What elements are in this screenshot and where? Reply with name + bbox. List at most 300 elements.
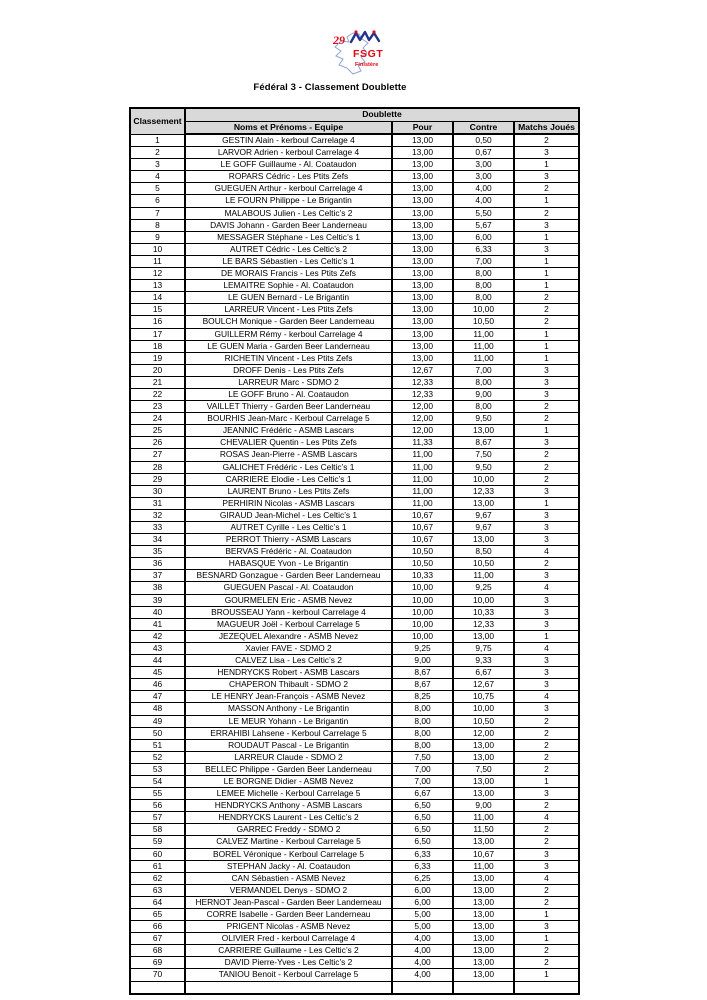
table-row — [130, 485, 579, 497]
group-header-doublette: Doublette — [185, 108, 579, 121]
matchs-cell: 3 — [514, 667, 579, 679]
table-row — [130, 364, 579, 376]
rank-cell: 55 — [130, 788, 185, 800]
name-cell: PERROT Thierry - ASMB Lascars — [185, 534, 392, 546]
contre-cell: 9,33 — [453, 655, 514, 667]
contre-cell: 13,00 — [453, 884, 514, 896]
rank-cell: 43 — [130, 642, 185, 654]
matchs-cell — [514, 981, 579, 994]
rank-cell: 53 — [130, 763, 185, 775]
matchs-cell: 3 — [514, 219, 579, 231]
matchs-cell: 2 — [514, 292, 579, 304]
matchs-cell: 3 — [514, 437, 579, 449]
name-cell: LEMEE Michelle - Kerboul Carrelage 5 — [185, 788, 392, 800]
contre-cell: 10,50 — [453, 558, 514, 570]
matchs-cell: 4 — [514, 812, 579, 824]
matchs-cell: 2 — [514, 715, 579, 727]
name-cell: GUILLERM Rémy - kerboul Carrelage 4 — [185, 328, 392, 340]
rank-cell: 30 — [130, 485, 185, 497]
rank-cell: 54 — [130, 775, 185, 787]
pour-cell: 8,00 — [392, 727, 453, 739]
pour-cell: 13,00 — [392, 280, 453, 292]
matchs-cell: 3 — [514, 606, 579, 618]
fsgt-finistere-logo — [332, 27, 390, 77]
pour-cell: 8,00 — [392, 739, 453, 751]
matchs-cell: 3 — [514, 147, 579, 159]
pour-cell: 9,00 — [392, 655, 453, 667]
matchs-cell: 2 — [514, 800, 579, 812]
rank-cell: 2 — [130, 147, 185, 159]
matchs-cell: 1 — [514, 340, 579, 352]
contre-cell: 12,33 — [453, 618, 514, 630]
contre-cell: 3,00 — [453, 171, 514, 183]
matchs-cell: 3 — [514, 848, 579, 860]
matchs-cell: 3 — [514, 364, 579, 376]
matchs-cell: 2 — [514, 304, 579, 316]
name-cell: HABASQUE Yvon - Le Brigantin — [185, 558, 392, 570]
pour-cell: 13,00 — [392, 171, 453, 183]
pour-cell — [392, 981, 453, 994]
table-row — [130, 437, 579, 449]
matchs-cell: 2 — [514, 957, 579, 969]
logo-department-text: Finistère — [355, 62, 379, 68]
contre-cell: 10,00 — [453, 703, 514, 715]
contre-cell: 8,00 — [453, 268, 514, 280]
table-row — [130, 860, 579, 872]
pour-cell: 11,00 — [392, 497, 453, 509]
name-cell: ROUDAUT Pascal - Le Brigantin — [185, 739, 392, 751]
rank-cell: 21 — [130, 376, 185, 388]
name-cell: MAGUEUR Joël - Kerboul Carrelage 5 — [185, 618, 392, 630]
table-row — [130, 933, 579, 945]
contre-cell: 10,50 — [453, 316, 514, 328]
pour-cell: 10,50 — [392, 558, 453, 570]
pour-cell: 13,00 — [392, 292, 453, 304]
name-cell: AUTRET Cédric - Les Celtic’s 2 — [185, 243, 392, 255]
fsgt-logo-svg — [332, 27, 390, 77]
contre-cell: 3,00 — [453, 159, 514, 171]
matchs-cell: 1 — [514, 231, 579, 243]
name-cell: HENDRYCKS Laurent - Les Celtic’s 2 — [185, 812, 392, 824]
rank-cell: 13 — [130, 280, 185, 292]
pour-cell: 13,00 — [392, 352, 453, 364]
table-body — [130, 134, 579, 994]
table-row — [130, 751, 579, 763]
rank-cell: 41 — [130, 618, 185, 630]
pour-cell: 13,00 — [392, 328, 453, 340]
name-cell: OLIVIER Fred - kerboul Carrelage 4 — [185, 933, 392, 945]
rank-cell: 66 — [130, 921, 185, 933]
contre-cell: 13,00 — [453, 534, 514, 546]
matchs-cell: 2 — [514, 401, 579, 413]
rank-cell: 64 — [130, 896, 185, 908]
name-cell: Xavier FAVE - SDMO 2 — [185, 642, 392, 654]
pour-cell: 10,67 — [392, 509, 453, 521]
table-row — [130, 909, 579, 921]
matchs-cell: 3 — [514, 679, 579, 691]
rank-cell: 22 — [130, 388, 185, 400]
pour-cell: 13,00 — [392, 134, 453, 147]
logo-dancer-dot-icon — [354, 30, 357, 33]
rank-cell: 20 — [130, 364, 185, 376]
matchs-cell: 2 — [514, 134, 579, 147]
contre-cell: 9,75 — [453, 642, 514, 654]
contre-cell: 13,00 — [453, 775, 514, 787]
table-row — [130, 594, 579, 606]
matchs-cell: 2 — [514, 727, 579, 739]
contre-cell: 12,33 — [453, 485, 514, 497]
table-row — [130, 606, 579, 618]
name-cell — [185, 981, 392, 994]
table-row — [130, 896, 579, 908]
contre-cell: 7,50 — [453, 763, 514, 775]
table-row — [130, 159, 579, 171]
pour-cell: 7,00 — [392, 763, 453, 775]
contre-cell: 10,33 — [453, 606, 514, 618]
pour-cell: 10,00 — [392, 582, 453, 594]
rank-cell: 29 — [130, 473, 185, 485]
name-cell: DE MORAIS Francis - Les Ptits Zefs — [185, 268, 392, 280]
contre-cell: 9,50 — [453, 413, 514, 425]
name-cell: LARREUR Marc - SDMO 2 — [185, 376, 392, 388]
name-cell: CARRIERE Elodie - Les Celtic’s 1 — [185, 473, 392, 485]
matchs-cell: 4 — [514, 872, 579, 884]
rank-cell: 4 — [130, 171, 185, 183]
rank-cell: 10 — [130, 243, 185, 255]
rank-cell: 69 — [130, 957, 185, 969]
name-cell: LE HENRY Jean-François - ASMB Nevez — [185, 691, 392, 703]
pour-cell: 13,00 — [392, 207, 453, 219]
pour-cell: 9,25 — [392, 642, 453, 654]
table-row — [130, 292, 579, 304]
matchs-cell: 3 — [514, 618, 579, 630]
table-row — [130, 788, 579, 800]
pour-cell: 6,67 — [392, 788, 453, 800]
pour-cell: 6,50 — [392, 812, 453, 824]
name-cell: HERNOT Jean-Pascal - Garden Beer Landerneau — [185, 896, 392, 908]
rank-cell: 9 — [130, 231, 185, 243]
name-cell: MASSON Anthony - Le Brigantin — [185, 703, 392, 715]
pour-cell: 13,00 — [392, 255, 453, 267]
rank-cell: 7 — [130, 207, 185, 219]
name-cell: BROUSSEAU Yann - kerboul Carrelage 4 — [185, 606, 392, 618]
contre-cell: 13,00 — [453, 739, 514, 751]
rank-cell: 33 — [130, 522, 185, 534]
contre-cell: 8,00 — [453, 376, 514, 388]
pour-cell: 11,00 — [392, 449, 453, 461]
table-row — [130, 497, 579, 509]
contre-cell: 0,67 — [453, 147, 514, 159]
rank-cell: 62 — [130, 872, 185, 884]
rank-cell: 46 — [130, 679, 185, 691]
table-row — [130, 425, 579, 437]
matchs-cell: 3 — [514, 860, 579, 872]
contre-cell: 8,00 — [453, 292, 514, 304]
pour-cell: 10,50 — [392, 546, 453, 558]
pour-cell: 13,00 — [392, 231, 453, 243]
contre-cell: 13,00 — [453, 497, 514, 509]
table-row — [130, 945, 579, 957]
rank-cell: 44 — [130, 655, 185, 667]
matchs-cell: 4 — [514, 691, 579, 703]
rank-cell: 52 — [130, 751, 185, 763]
matchs-cell: 3 — [514, 703, 579, 715]
rank-cell: 57 — [130, 812, 185, 824]
matchs-cell: 2 — [514, 763, 579, 775]
pour-cell: 8,25 — [392, 691, 453, 703]
name-cell: DROFF Denis - Les Ptits Zefs — [185, 364, 392, 376]
pour-cell: 6,50 — [392, 836, 453, 848]
pour-cell: 13,00 — [392, 316, 453, 328]
matchs-cell: 1 — [514, 268, 579, 280]
contre-cell — [453, 981, 514, 994]
matchs-cell: 4 — [514, 582, 579, 594]
table-row — [130, 679, 579, 691]
name-cell: CORRE Isabelle - Garden Beer Landerneau — [185, 909, 392, 921]
rank-cell: 24 — [130, 413, 185, 425]
matchs-cell: 2 — [514, 461, 579, 473]
rank-cell: 70 — [130, 969, 185, 981]
rank-cell: 5 — [130, 183, 185, 195]
matchs-cell: 3 — [514, 788, 579, 800]
matchs-cell: 3 — [514, 921, 579, 933]
table-row — [130, 280, 579, 292]
contre-cell: 13,00 — [453, 630, 514, 642]
contre-cell: 6,00 — [453, 231, 514, 243]
contre-cell: 0,50 — [453, 134, 514, 147]
name-cell: LARREUR Claude - SDMO 2 — [185, 751, 392, 763]
pour-cell: 6,00 — [392, 896, 453, 908]
pour-cell: 13,00 — [392, 304, 453, 316]
pour-cell: 6,33 — [392, 848, 453, 860]
pour-cell: 4,00 — [392, 957, 453, 969]
table-row — [130, 255, 579, 267]
name-cell: ROPARS Cédric - Les Ptits Zefs — [185, 171, 392, 183]
table-row — [130, 630, 579, 642]
pour-cell: 8,00 — [392, 703, 453, 715]
rank-cell: 51 — [130, 739, 185, 751]
contre-cell: 13,00 — [453, 933, 514, 945]
contre-cell: 10,00 — [453, 473, 514, 485]
pour-cell: 12,00 — [392, 413, 453, 425]
pour-cell: 13,00 — [392, 219, 453, 231]
matchs-cell: 3 — [514, 594, 579, 606]
table-row — [130, 691, 579, 703]
contre-cell: 11,50 — [453, 824, 514, 836]
name-cell: LE GOFF Guillaume - Al. Coataudon — [185, 159, 392, 171]
pour-cell: 10,00 — [392, 594, 453, 606]
rank-cell: 68 — [130, 945, 185, 957]
table-row — [130, 655, 579, 667]
contre-cell: 11,00 — [453, 860, 514, 872]
contre-cell: 10,50 — [453, 715, 514, 727]
rank-cell: 50 — [130, 727, 185, 739]
name-cell: GUEGUEN Arthur - kerboul Carrelage 4 — [185, 183, 392, 195]
classement-table — [129, 107, 580, 995]
table-row — [130, 618, 579, 630]
name-cell: LEMAITRE Sophie - Al. Coataudon — [185, 280, 392, 292]
rank-cell: 32 — [130, 509, 185, 521]
table-row — [130, 848, 579, 860]
table-row — [130, 957, 579, 969]
matchs-cell: 3 — [514, 509, 579, 521]
pour-cell: 4,00 — [392, 969, 453, 981]
contre-cell: 9,00 — [453, 388, 514, 400]
rank-cell: 16 — [130, 316, 185, 328]
rank-cell: 34 — [130, 534, 185, 546]
rank-cell: 23 — [130, 401, 185, 413]
name-cell: DAVIS Johann - Garden Beer Landerneau — [185, 219, 392, 231]
contre-cell: 13,00 — [453, 945, 514, 957]
matchs-cell: 2 — [514, 945, 579, 957]
matchs-cell: 1 — [514, 195, 579, 207]
matchs-cell: 1 — [514, 630, 579, 642]
contre-cell: 13,00 — [453, 425, 514, 437]
name-cell: VERMANDEL Denys - SDMO 2 — [185, 884, 392, 896]
matchs-cell: 2 — [514, 183, 579, 195]
matchs-cell: 2 — [514, 473, 579, 485]
rank-cell: 25 — [130, 425, 185, 437]
matchs-cell: 3 — [514, 376, 579, 388]
rank-cell: 67 — [130, 933, 185, 945]
name-cell: RICHETIN Vincent - Les Ptits Zefs — [185, 352, 392, 364]
table-row — [130, 195, 579, 207]
pour-cell: 12,33 — [392, 388, 453, 400]
contre-cell: 7,00 — [453, 255, 514, 267]
table-row — [130, 739, 579, 751]
contre-cell: 8,00 — [453, 280, 514, 292]
table-row — [130, 376, 579, 388]
column-header-pour: Pour — [392, 121, 453, 134]
rank-cell: 1 — [130, 134, 185, 147]
rank-cell: 17 — [130, 328, 185, 340]
pour-cell: 12,00 — [392, 401, 453, 413]
contre-cell: 9,25 — [453, 582, 514, 594]
contre-cell: 10,00 — [453, 594, 514, 606]
pour-cell: 11,33 — [392, 437, 453, 449]
pour-cell: 6,50 — [392, 800, 453, 812]
table-row — [130, 243, 579, 255]
rank-cell: 36 — [130, 558, 185, 570]
matchs-cell: 1 — [514, 280, 579, 292]
rank-cell: 61 — [130, 860, 185, 872]
pour-cell: 13,00 — [392, 147, 453, 159]
table-row — [130, 667, 579, 679]
column-header-contre: Contre — [453, 121, 514, 134]
pour-cell: 10,00 — [392, 606, 453, 618]
pour-cell: 10,67 — [392, 522, 453, 534]
column-header-row — [130, 121, 579, 134]
name-cell: LAURENT Bruno - Les Ptits Zefs — [185, 485, 392, 497]
matchs-cell: 1 — [514, 255, 579, 267]
table-row — [130, 522, 579, 534]
pour-cell: 7,50 — [392, 751, 453, 763]
contre-cell: 13,00 — [453, 788, 514, 800]
matchs-cell: 1 — [514, 775, 579, 787]
group-header-row — [130, 108, 579, 121]
name-cell: JEANNIC Frédéric - ASMB Lascars — [185, 425, 392, 437]
rank-cell: 35 — [130, 546, 185, 558]
rank-cell: 47 — [130, 691, 185, 703]
rank-cell: 39 — [130, 594, 185, 606]
rank-cell: 45 — [130, 667, 185, 679]
name-cell: JEZEQUEL Alexandre - ASMB Nevez — [185, 630, 392, 642]
table-row — [130, 981, 579, 994]
rank-cell: 8 — [130, 219, 185, 231]
name-cell: LE GOFF Bruno - Al. Coataudon — [185, 388, 392, 400]
name-cell: LARREUR Vincent - Les Ptits Zefs — [185, 304, 392, 316]
pour-cell: 13,00 — [392, 340, 453, 352]
matchs-cell: 2 — [514, 896, 579, 908]
matchs-cell: 3 — [514, 171, 579, 183]
pour-cell: 12,00 — [392, 425, 453, 437]
logo-org-text: FSGT — [353, 48, 384, 60]
name-cell: AUTRET Cyrille - Les Celtic’s 1 — [185, 522, 392, 534]
name-cell: LE BARS Sébastien - Les Celtic’s 1 — [185, 255, 392, 267]
name-cell: GESTIN Alain - kerboul Carrelage 4 — [185, 134, 392, 147]
name-cell: GOURMELEN Eric - ASMB Nevez — [185, 594, 392, 606]
matchs-cell: 2 — [514, 884, 579, 896]
matchs-cell: 2 — [514, 316, 579, 328]
pour-cell: 11,00 — [392, 473, 453, 485]
table-row — [130, 800, 579, 812]
rank-cell: 40 — [130, 606, 185, 618]
contre-cell: 11,00 — [453, 340, 514, 352]
contre-cell: 10,75 — [453, 691, 514, 703]
table-row — [130, 509, 579, 521]
table-row — [130, 884, 579, 896]
contre-cell: 9,67 — [453, 509, 514, 521]
rank-cell: 6 — [130, 195, 185, 207]
matchs-cell: 3 — [514, 655, 579, 667]
contre-cell: 13,00 — [453, 909, 514, 921]
contre-cell: 8,50 — [453, 546, 514, 558]
rank-cell: 28 — [130, 461, 185, 473]
contre-cell: 13,00 — [453, 836, 514, 848]
name-cell: CHEVALIER Quentin - Les Ptits Zefs — [185, 437, 392, 449]
table-row — [130, 183, 579, 195]
matchs-cell: 3 — [514, 522, 579, 534]
contre-cell: 13,00 — [453, 969, 514, 981]
name-cell: HENDRYCKS Anthony - ASMB Lascars — [185, 800, 392, 812]
contre-cell: 11,00 — [453, 328, 514, 340]
name-cell: CARRIERE Guillaume - Les Celtic’s 2 — [185, 945, 392, 957]
rank-cell: 38 — [130, 582, 185, 594]
name-cell: ERRAHIBI Lahsene - Kerboul Carrelage 5 — [185, 727, 392, 739]
table-row — [130, 969, 579, 981]
name-cell: TANIOU Benoit - Kerboul Carrelage 5 — [185, 969, 392, 981]
name-cell: BESNARD Gonzague - Garden Beer Landerneau — [185, 570, 392, 582]
name-cell: GIRAUD Jean-Michel - Les Celtic’s 1 — [185, 509, 392, 521]
contre-cell: 7,50 — [453, 449, 514, 461]
rank-cell: 12 — [130, 268, 185, 280]
table-row — [130, 413, 579, 425]
table-row — [130, 582, 579, 594]
pour-cell: 13,00 — [392, 243, 453, 255]
table-row — [130, 231, 579, 243]
name-cell: LE BORGNE Didier - ASMB Nevez — [185, 775, 392, 787]
contre-cell: 9,67 — [453, 522, 514, 534]
table-row — [130, 727, 579, 739]
matchs-cell: 4 — [514, 546, 579, 558]
pour-cell: 8,00 — [392, 715, 453, 727]
matchs-cell: 2 — [514, 751, 579, 763]
table-row — [130, 316, 579, 328]
contre-cell: 11,00 — [453, 812, 514, 824]
name-cell: LE FOURN Philippe - Le Brigantin — [185, 195, 392, 207]
contre-cell: 6,67 — [453, 667, 514, 679]
page-title: Fédéral 3 - Classement Doublette — [253, 82, 407, 93]
